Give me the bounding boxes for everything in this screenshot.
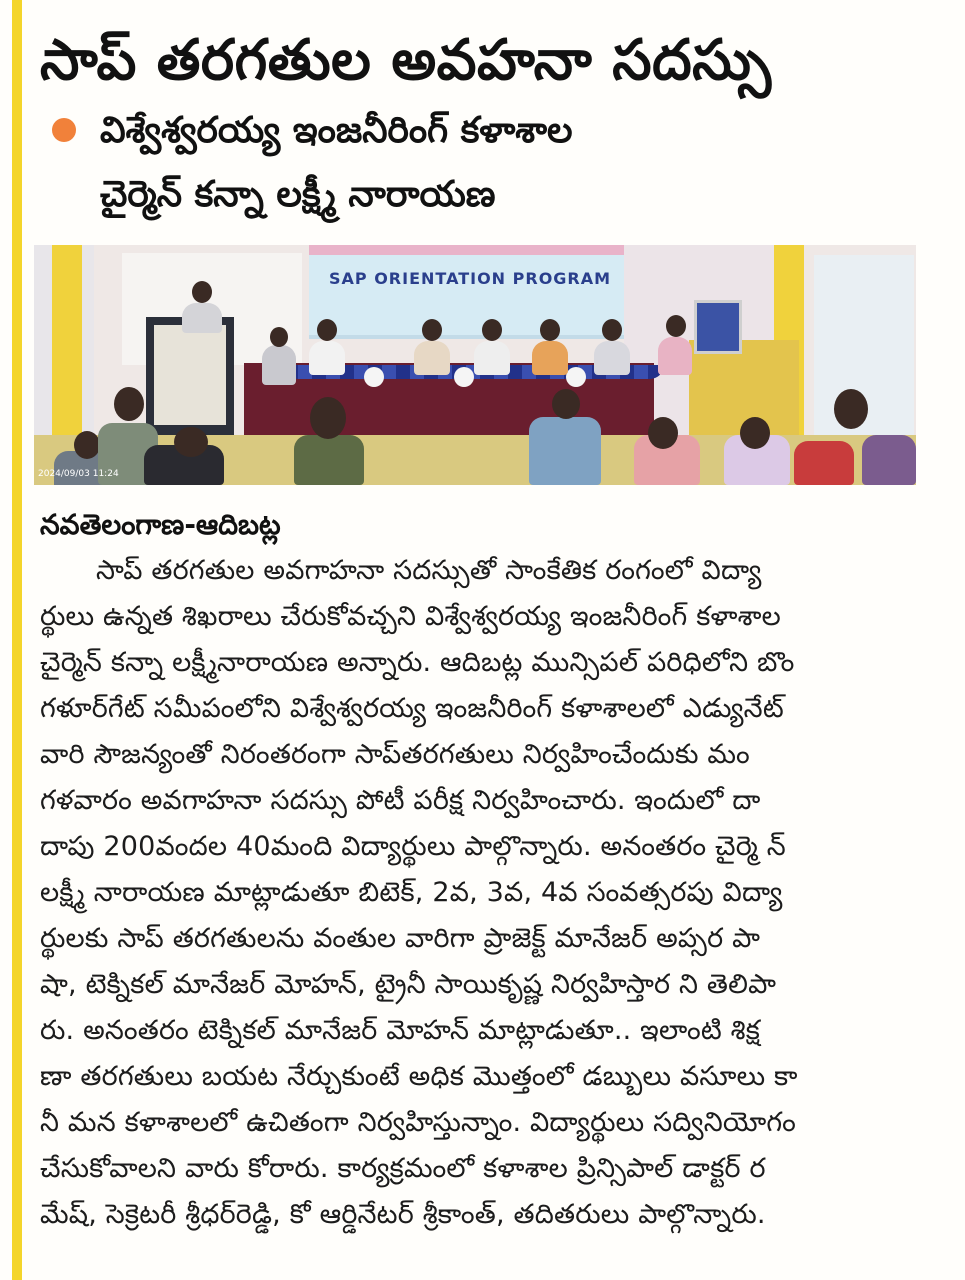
photo-audience-head — [740, 417, 770, 449]
photo-guest-head — [482, 319, 502, 341]
photo-audience-head — [552, 389, 580, 419]
photo-guest-head — [666, 315, 686, 337]
photo-podium-poster — [154, 325, 226, 425]
photo-audience-head — [74, 431, 100, 459]
article-line: నీ మన కళాశాలలో ఉచితంగా నిర్వహిస్తున్నాం. విద్యార్థులు సద్వినియోగం — [40, 1107, 797, 1138]
photo-balloon — [566, 367, 586, 387]
page-edge-strip — [12, 0, 22, 1280]
article-line: గళవారం అవగాహనా సదస్సు పోటీ పరీక్ష నిర్వహించారు. ఇందులో దా — [40, 785, 761, 816]
photo-speaker-head — [192, 281, 212, 303]
article-line: వారి సౌజన్యంతో నిరంతరంగా సాప్‌తరగతులు నిర్వహించేందుకు మం — [40, 739, 750, 770]
article-line: సాప్ తరగతుల అవగాహనా సదస్సుతో సాంకేతిక రంగంలో విద్యా — [96, 555, 762, 586]
photo-stage-banner — [309, 245, 624, 339]
dateline: నవతెలంగాణ-ఆదిబట్ల — [40, 508, 281, 541]
photo-audience — [862, 435, 916, 485]
photo-audience-head — [174, 427, 208, 457]
photo-guest — [309, 341, 345, 375]
photo-guest — [532, 341, 568, 375]
headline: సాప్ తరగతుల అవహనా సదస్సు — [40, 28, 772, 93]
cropped-previous-article-text — [40, 0, 750, 14]
article-line: దాపు 200వందల 40మంది విద్యార్థులు పాల్గొన్నారు. అనంతరం చైర్మె న్ — [40, 831, 786, 862]
event-photo — [34, 245, 916, 485]
article-line: ర్థులు ఉన్నత శిఖరాలు చేరుకోవచ్చని విశ్వేశ్వరయ్య ఇంజనీరింగ్ కళాశాల — [40, 601, 781, 632]
photo-guest — [262, 345, 296, 385]
photo-audience — [529, 417, 601, 485]
photo-portrait-frame — [694, 300, 742, 354]
article-line: చేసుకోవాలని వారు కోరారు. కార్యక్రమంలో కళాశాల ప్రిన్సిపాల్ డాక్టర్ ర — [40, 1153, 766, 1184]
photo-window — [814, 255, 914, 455]
photo-guest-head — [422, 319, 442, 341]
photo-timestamp: 2024/09/03 11:24 — [38, 469, 119, 479]
photo-audience-head — [648, 417, 678, 449]
photo-audience-head — [310, 397, 346, 439]
photo-audience-head — [834, 389, 868, 429]
bullet-icon — [52, 118, 76, 142]
photo-guest-head — [317, 319, 337, 341]
banner-top-strip — [309, 245, 624, 255]
photo-audience — [294, 435, 364, 485]
article-line: చైర్మెన్ కన్నా లక్ష్మీనారాయణ అన్నారు. ఆదిబట్ల మున్సిపల్ పరిధిలోని బొం — [40, 647, 795, 678]
photo-guest — [414, 341, 450, 375]
photo-guest-head — [540, 319, 560, 341]
banner-text: SAP ORIENTATION PROGRAM — [329, 269, 612, 288]
photo-guest-head — [602, 319, 622, 341]
article-line: షా, టెక్నికల్ మానేజర్ మోహన్, ట్రైనీ సాయికృష్ణ నిర్వహిస్తార ని తెలిపా — [40, 969, 777, 1000]
article-line: ర్థులకు సాప్ తరగతులను వంతుల వారిగా ప్రాజెక్ట్ మానేజర్ అప్సర పా — [40, 923, 761, 954]
photo-audience-head — [114, 387, 144, 421]
photo-speaker — [182, 303, 222, 333]
article-line: ణా తరగతులు బయట నేర్చుకుంటే అధిక మొత్తంలో డబ్బులు వసూలు కా — [40, 1061, 798, 1092]
photo-audience — [794, 441, 854, 485]
article-line: రు. అనంతరం టెక్నికల్ మానేజర్ మోహన్ మాట్లాడుతూ.. ఇలాంటి శిక్ష — [40, 1015, 761, 1046]
article-line: లక్ష్మీ నారాయణ మాట్లాడుతూ బిటెక్, 2వ, 3వ, 4వ సంవత్సరపు విద్యా — [40, 877, 783, 908]
photo-balloon — [364, 367, 384, 387]
photo-guest — [594, 341, 630, 375]
photo-guest — [474, 341, 510, 375]
photo-guest — [658, 337, 692, 375]
article-line: మేష్, సెక్రెటరీ శ్రీధర్‌రెడ్డి, కో ఆర్డినేటర్ శ్రీకాంత్, తదితరులు పాల్గొన్నారు. — [40, 1199, 766, 1230]
subheadline-line-2: చైర్మెన్ కన్నా లక్ష్మీ నారాయణ — [100, 174, 496, 215]
article-line: గళూర్‌గేట్ సమీపంలోని విశ్వేశ్వరయ్య ఇంజనీరింగ్ కళాశాలలో ఎడ్యునేట్ — [40, 693, 784, 724]
photo-balloon — [454, 367, 474, 387]
photo-guest-head — [270, 327, 288, 347]
subheadline-line-1: విశ్వేశ్వరయ్య ఇంజనీరింగ్ కళాశాల — [100, 110, 573, 151]
